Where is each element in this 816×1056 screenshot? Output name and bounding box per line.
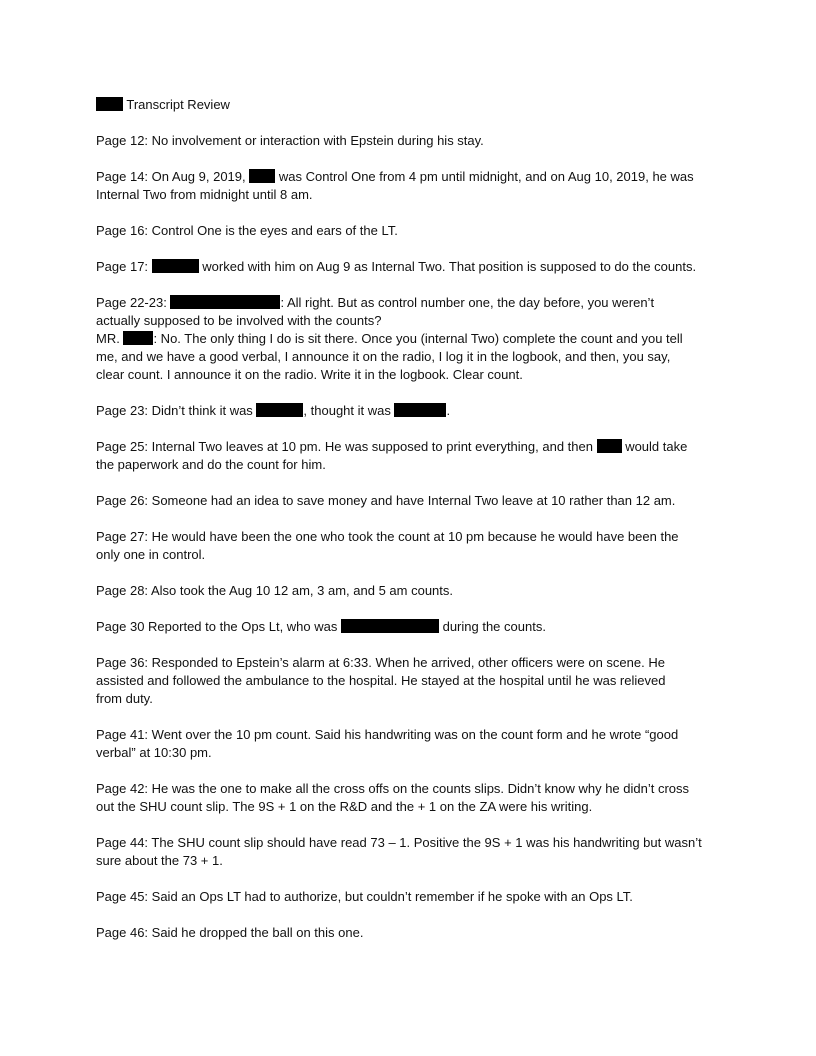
paragraph bbox=[96, 438, 736, 474]
text-line bbox=[96, 366, 736, 384]
redaction-box bbox=[123, 331, 153, 345]
text-line bbox=[96, 222, 736, 240]
text-segment: Page 16: Control One is the eyes and ears of the LT. bbox=[96, 223, 398, 238]
text-line bbox=[96, 690, 736, 708]
text-line bbox=[96, 744, 736, 762]
text-line bbox=[96, 186, 736, 204]
redaction-box bbox=[256, 403, 303, 417]
paragraph bbox=[96, 528, 736, 564]
text-segment: Page 25: Internal Two leaves at 10 pm. He was supposed to print everything, and then bbox=[96, 439, 597, 454]
paragraph bbox=[96, 888, 736, 906]
text-segment: : No. The only thing I do is sit there. Once you (internal Two) complete the count and you tell bbox=[153, 331, 683, 346]
text-segment: Page 23: Didn’t think it was bbox=[96, 403, 257, 418]
text-segment: Page 26: Someone had an idea to save money and have Internal Two leave at 10 rather than 12 am. bbox=[96, 493, 676, 508]
text-segment: Page 44: The SHU count slip should have read 73 – 1. Positive the 9S + 1 was his handwriting but wasn’t bbox=[96, 835, 702, 850]
text-line bbox=[96, 780, 736, 798]
text-line bbox=[96, 492, 736, 510]
paragraph bbox=[96, 582, 736, 600]
text-line bbox=[96, 654, 736, 672]
text-line bbox=[96, 582, 736, 600]
redaction-box bbox=[249, 169, 275, 183]
paragraph bbox=[96, 402, 736, 420]
paragraph bbox=[96, 780, 736, 816]
text-segment: sure about the 73 + 1. bbox=[96, 853, 223, 868]
text-line bbox=[96, 546, 736, 564]
paragraph bbox=[96, 258, 736, 276]
paragraph bbox=[96, 492, 736, 510]
redaction-box bbox=[96, 97, 123, 111]
text-segment: Page 46: Said he dropped the ball on this one. bbox=[96, 925, 364, 940]
text-line bbox=[96, 618, 736, 636]
text-segment: assisted and followed the ambulance to the hospital. He stayed at the hospital until he was relieved bbox=[96, 673, 666, 688]
paragraph bbox=[96, 168, 736, 204]
text-segment: was Control One from 4 pm until midnight, and on Aug 10, 2019, he was bbox=[275, 169, 694, 184]
text-segment: from duty. bbox=[96, 691, 153, 706]
text-line bbox=[96, 798, 736, 816]
document-body bbox=[96, 132, 736, 942]
paragraph bbox=[96, 222, 736, 240]
document-title bbox=[96, 96, 736, 114]
text-segment: Page 42: He was the one to make all the cross offs on the counts slips. Didn’t know why he didn’t cross bbox=[96, 781, 690, 796]
text-segment: the paperwork and do the count for him. bbox=[96, 457, 326, 472]
redaction-box bbox=[170, 295, 280, 309]
text-line bbox=[96, 294, 736, 312]
text-segment: out the SHU count slip. The 9S + 1 on the R&D and the + 1 on the ZA were his writing. bbox=[96, 799, 593, 814]
text-segment: Page 36: Responded to Epstein’s alarm at 6:33. When he arrived, other officers were on scene. He bbox=[96, 655, 665, 670]
text-segment: Page 30 Reported to the Ops Lt, who was bbox=[96, 619, 341, 634]
text-segment: only one in control. bbox=[96, 547, 206, 562]
text-segment: Page 14: On Aug 9, 2019, bbox=[96, 169, 250, 184]
text-segment: during the counts. bbox=[438, 619, 546, 634]
text-line bbox=[96, 168, 736, 186]
paragraph bbox=[96, 618, 736, 636]
text-segment: Page 41: Went over the 10 pm count. Said his handwriting was on the count form and he wrote “good bbox=[96, 727, 679, 742]
text-line bbox=[96, 834, 736, 852]
paragraph bbox=[96, 834, 736, 870]
text-line bbox=[96, 348, 736, 366]
text-segment: clear count. I announce it on the radio. Write it in the logbook. Clear count. bbox=[96, 367, 523, 382]
text-segment: Page 17: bbox=[96, 259, 152, 274]
text-line bbox=[96, 528, 736, 546]
paragraph bbox=[96, 654, 736, 708]
text-line bbox=[96, 402, 736, 420]
text-line bbox=[96, 312, 736, 330]
paragraph bbox=[96, 924, 736, 942]
text-segment: : All right. But as control number one, the day before, you weren’t bbox=[280, 295, 655, 310]
text-segment: me, and we have a good verbal, I announce it on the radio, I log it in the logbook, and then, you say, bbox=[96, 349, 671, 364]
text-line bbox=[96, 924, 736, 942]
text-line bbox=[96, 330, 736, 348]
paragraph bbox=[96, 132, 736, 150]
text-segment: Page 45: Said an Ops LT had to authorize, but couldn’t remember if he spoke with an Ops LT. bbox=[96, 889, 633, 904]
text-segment: would take bbox=[621, 439, 688, 454]
redaction-box bbox=[341, 619, 439, 633]
text-segment: MR. bbox=[96, 331, 124, 346]
redaction-box bbox=[597, 439, 622, 453]
text-segment: verbal” at 10:30 pm. bbox=[96, 745, 212, 760]
paragraph bbox=[96, 726, 736, 762]
text-segment: Page 12: No involvement or interaction with Epstein during his stay. bbox=[96, 133, 484, 148]
text-line bbox=[96, 258, 736, 276]
text-line bbox=[96, 456, 736, 474]
text-segment: Page 27: He would have been the one who took the count at 10 pm because he would have been the bbox=[96, 529, 679, 544]
text-line bbox=[96, 438, 736, 456]
title-text: Transcript Review bbox=[126, 97, 230, 112]
paragraph bbox=[96, 294, 736, 384]
text-line bbox=[96, 852, 736, 870]
text-line bbox=[96, 726, 736, 744]
text-segment: Page 28: Also took the Aug 10 12 am, 3 am, and 5 am counts. bbox=[96, 583, 454, 598]
text-segment: actually supposed to be involved with the counts? bbox=[96, 313, 382, 328]
redaction-box bbox=[152, 259, 199, 273]
text-segment: Page 22-23: bbox=[96, 295, 171, 310]
text-segment: worked with him on Aug 9 as Internal Two. That position is supposed to do the counts. bbox=[198, 259, 697, 274]
text-segment: Internal Two from midnight until 8 am. bbox=[96, 187, 313, 202]
text-line bbox=[96, 132, 736, 150]
document-page bbox=[96, 96, 736, 960]
text-segment: , thought it was bbox=[303, 403, 395, 418]
text-line bbox=[96, 888, 736, 906]
redaction-box bbox=[394, 403, 446, 417]
text-line bbox=[96, 672, 736, 690]
text-segment: . bbox=[446, 403, 451, 418]
